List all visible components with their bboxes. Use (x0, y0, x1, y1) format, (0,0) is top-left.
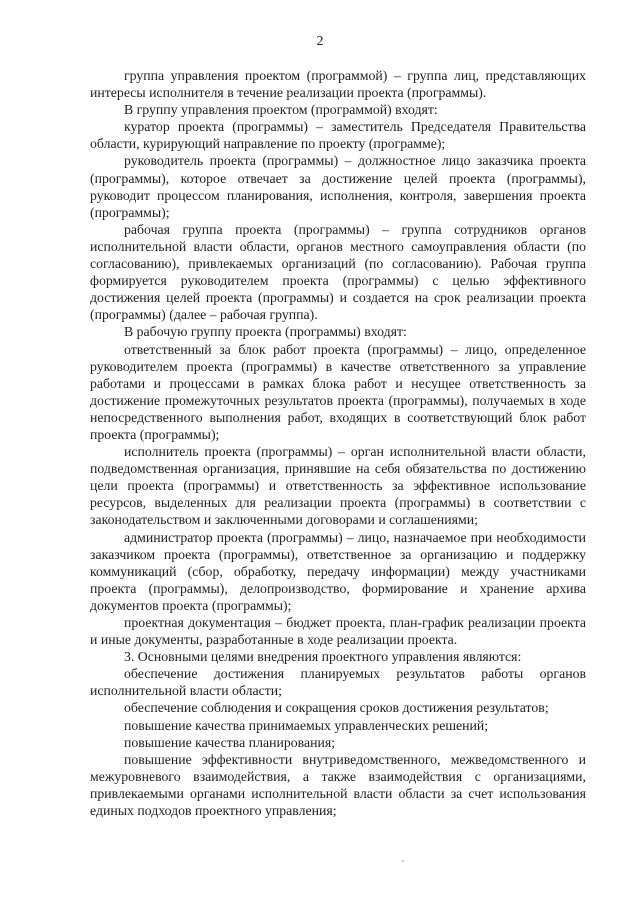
paragraph-working-group: рабочая группа проекта (программы) – группа сотрудников органов исполнительной власти области, органов местного самоуправления области (по согласованию), привлекаемых организаций (по согласованию). Рабочая группа формируется руководителем проекта (программы) с целью эффективного достижения целей проекта (программы) и создается на срок реализации проекта (программы) (далее – рабочая группа). (90, 221, 586, 323)
paragraph-goal-results: обеспечение достижения планируемых результатов работы органов исполнительной власти области; (90, 666, 586, 699)
paragraph-working-group-intro: В рабочую группу проекта (программы) входят: (124, 324, 407, 340)
paragraph-goals-heading: 3. Основными целями внедрения проектного управления являются: (124, 649, 522, 665)
paragraph-group-members-intro: В группу управления проектом (программой) входят: (124, 102, 438, 118)
paragraph-documentation: проектная документация – бюджет проекта, план-график реализации проекта и иные документы, разработанные в ходе реализации проекта. (90, 615, 586, 648)
document-body (90, 67, 586, 819)
paragraph-goal-interaction: повышение эффективности внутриведомственного, межведомственного и межуровневого взаимодействия, а также взаимодействия с организациями, привлекаемыми органами исполнительной власти области за счет использования единых подходов проектного управления; (90, 751, 586, 819)
paragraph-goal-decisions: повышение качества принимаемых управленческих решений; (124, 717, 489, 733)
paragraph-block-responsible: ответственный за блок работ проекта (программы) – лицо, определенное руководителем проекта (программы) в качестве ответственного за управление работами и процессами в рамках блока работ и несущее ответственность за достижение промежуточных результатов проекта (программы), получаемых в ходе непосредственного выполнения работ, входящих в соответствующий блок работ проекта (программы); (90, 341, 586, 442)
paragraph-project-head: руководитель проекта (программы) – должностное лицо заказчика проекта (программы), которое отвечает за достижение целей проекта (программы), руководит процессом планирования, исполнения, контроля, завершения проекта (программы); (90, 153, 586, 220)
paragraph-goal-deadlines: обеспечение соблюдения и сокращения сроков достижения результатов; (124, 700, 549, 716)
paragraph-executor: исполнитель проекта (программы) – орган исполнительной власти области, подведомственная организация, принявшие на себя обязательства по достижению цели проекта (программы) и ответственность за эффективное использование ресурсов, выделенных для реализации проекта (программы) в соответствии с законодательством и заключенными договорами и соглашениями; (90, 444, 586, 528)
paragraph-goal-planning: повышение качества планирования; (124, 734, 336, 750)
scan-speck (402, 860, 404, 862)
page-number: 2 (316, 34, 324, 49)
paragraph-group-definition: группа управления проектом (программой) – группа лиц, представляющих интересы исполнителя в течение реализации проекта (программы). (90, 68, 586, 101)
paragraph-curator: куратор проекта (программы) – заместитель Председателя Правительства области, курирующий направление по проекту (программе); (90, 119, 586, 152)
paragraph-administrator: администратор проекта (программы) – лицо, назначаемое при необходимости заказчиком проекта (программы), ответственное за организацию и поддержку коммуникаций (сбор, обработку, передачу информации) между участниками проекта (программы), делопроизводство, формирование и хранение архива документов проекта (программы); (90, 529, 586, 613)
